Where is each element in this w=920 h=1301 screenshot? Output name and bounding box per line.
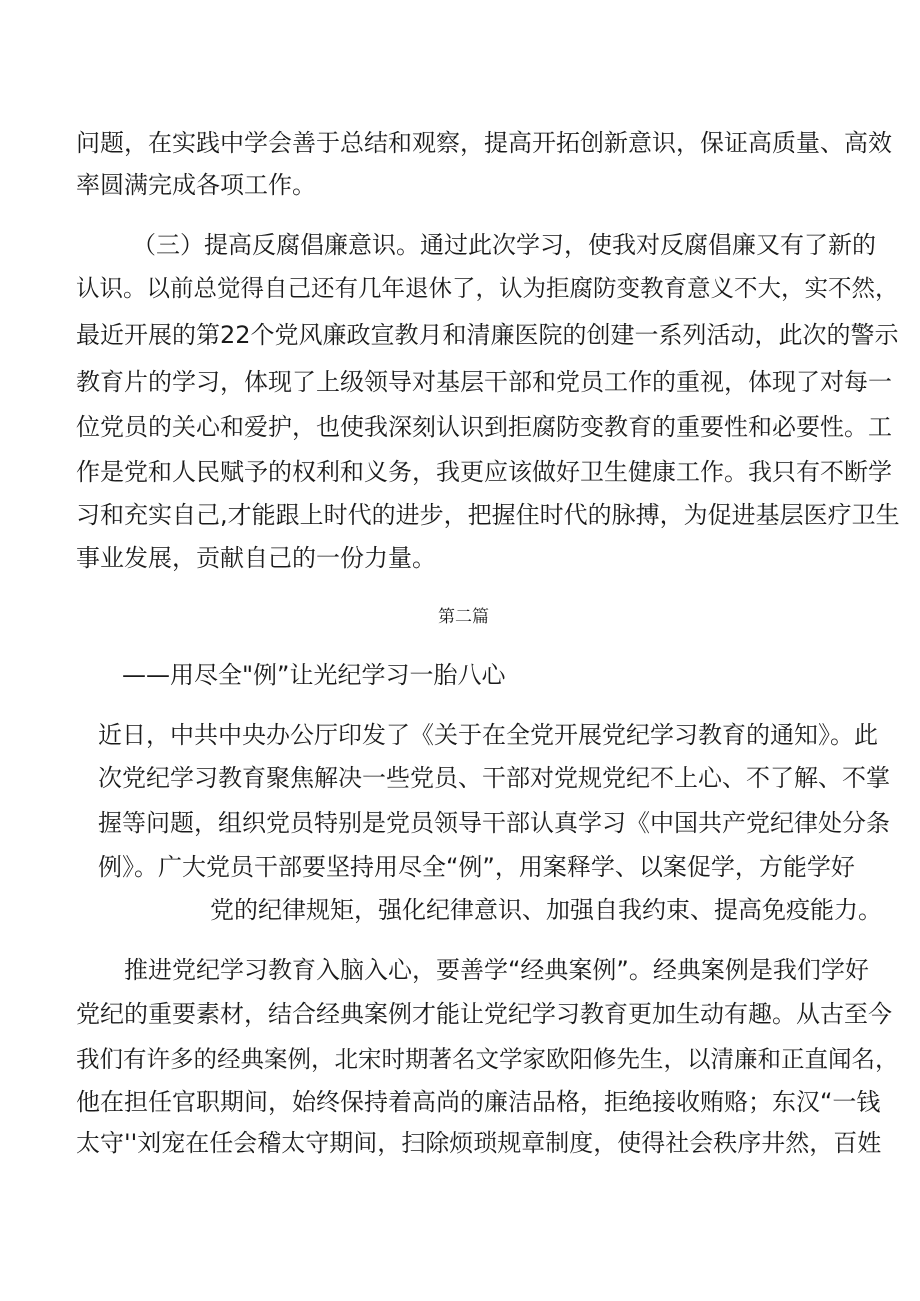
para4-line-2: 党纪的重要素材，结合经典案例才能让党纪学习教育更加生动有趣。从古至今	[76, 1000, 892, 1028]
para3-line-4: 例》。广大党员干部要坚持用尽全“例”，用案释学、以案促学，方能学好	[98, 853, 855, 881]
para4-line-1: 推进党纪学习教育入脑入心，要善学“经典案例”。经典案例是我们学好	[124, 956, 869, 984]
subtitle: ——用尽全"例”让光纪学习一胎八心	[122, 661, 506, 689]
para1-line-1: 问题，在实践中学会善于总结和观察，提高开拓创新意识，保证高质量、高效	[76, 129, 892, 157]
para3-line-3: 握等问题，组织党员特别是党员领导干部认真学习《中国共产党纪律处分条	[98, 809, 890, 837]
para1-line-2: 率圆满完成各项工作。	[76, 171, 316, 199]
para3-line-5: 党的纪律规矩，强化纪律意识、加强自我约束、提高免疫能力。	[210, 896, 882, 924]
para2-line-5: 位党员的关心和爱护，也使我深刻认识到拒腐防变教育的重要性和必要性。工	[76, 413, 892, 441]
para2-line-2: 认识。以前总觉得自己还有几年退休了，认为拒腐防变教育意义不大，实不然，	[76, 274, 899, 302]
para2-line-3: 最近开展的第22个党风廉政宣教月和清廉医院的创建一系列活动，此次的警示	[76, 321, 899, 349]
para3-line-1: 近日，中共中央办公厅印发了《关于在全党开展党纪学习教育的通知》。此	[98, 721, 878, 749]
section-heading: 第二篇	[438, 607, 489, 627]
para2-line-7: 习和充实自己,才能跟上时代的进步，把握住时代的脉搏，为促进基层医疗卫生	[76, 501, 900, 529]
para2-line-1: （三）提高反腐倡廉意识。通过此次学习，使我对反腐倡廉又有了新的	[132, 231, 876, 259]
para2-line-6: 作是党和人民赋予的权利和义务，我更应该做好卫生健康工作。我只有不断学	[76, 458, 892, 486]
para2-line-8: 事业发展，贡献自己的一份力量。	[76, 544, 436, 572]
para4-line-4: 他在担任官职期间，始终保持着高尚的廉洁品格，拒绝接收贿赂；东汉“一钱	[76, 1088, 881, 1116]
para4-line-5: 太守''刘宠在任会稽太守期间，扫除烦琐规章制度，使得社会秩序井然，百姓	[76, 1129, 882, 1157]
para4-line-3: 我们有许多的经典案例，北宋时期著名文学家欧阳修先生，以清廉和正直闻名，	[76, 1045, 899, 1073]
para2-line-4: 教育片的学习，体现了上级领导对基层干部和党员工作的重视，体现了对每一	[76, 368, 892, 396]
para3-line-2: 次党纪学习教育聚焦解决一些党员、干部对党规党纪不上心、不了解、不掌	[98, 764, 890, 792]
